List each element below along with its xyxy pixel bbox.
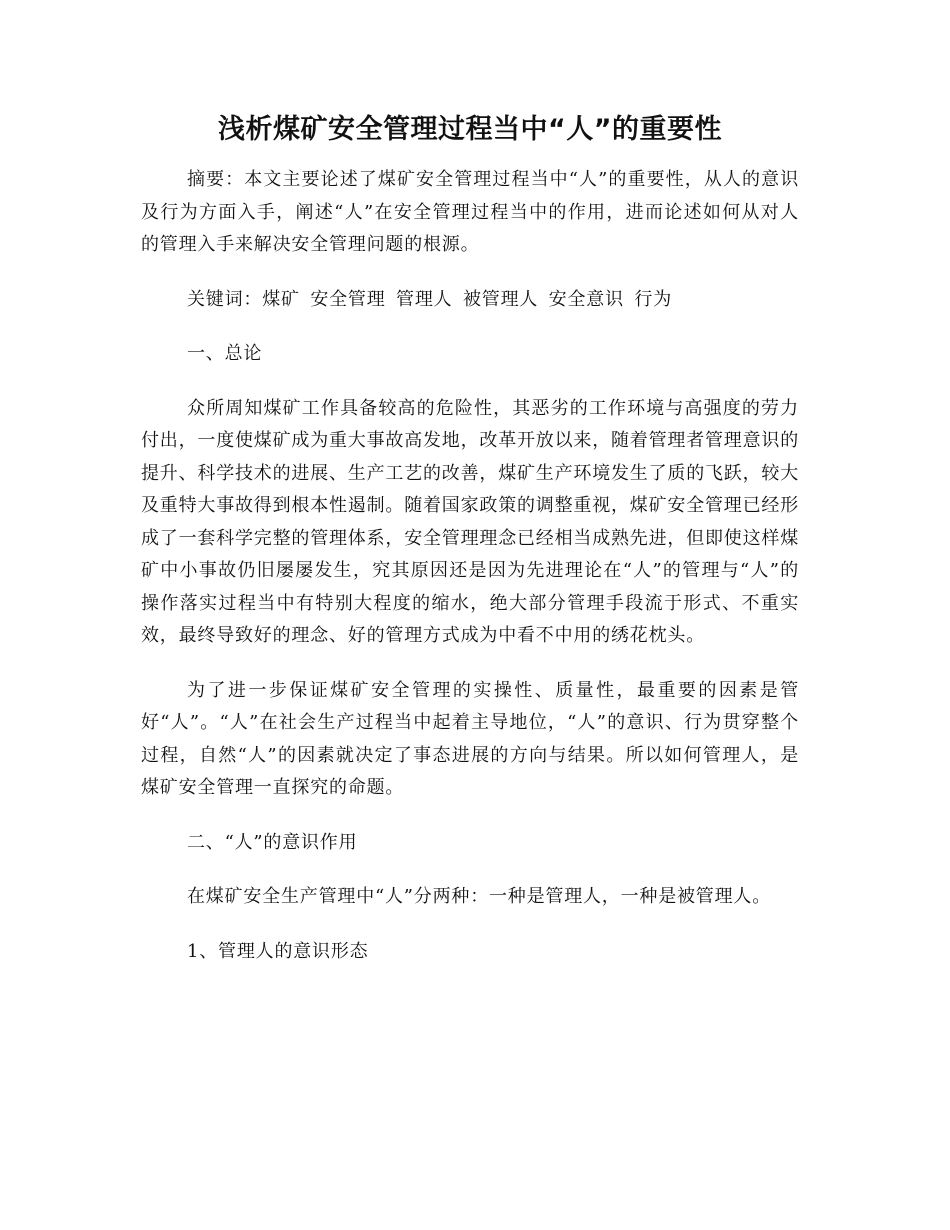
keywords-line: 关键词：煤矿 安全管理 管理人 被管理人 安全意识 行为 [187,288,673,310]
section-heading-general: 一、总论 [187,343,263,364]
body-paragraph-2: 为了进一步保证煤矿安全管理的实操性、质量性，最重要的因素是管好“人”。“人”在社会生产过程当中起着主导地位，“人”的意识、行为贯穿整个过程，自然“人”的因素就决定了事态进展的方向与结果。所以如何管理人，是煤矿安全管理一直探究的命题。 [141,679,799,798]
subsection-heading-manager-consciousness: 1、管理人的意识形态 [187,940,369,962]
document-title: 浅析煤矿安全管理过程当中“人”的重要性 [218,114,722,145]
section-heading-consciousness: 二、“人”的意识作用 [187,831,358,853]
abstract-paragraph: 摘要：本文主要论述了煤矿安全管理过程当中“人”的重要性，从人的意识及行为方面入手，阐述“人”在安全管理过程当中的作用，进而论述如何从对人的管理入手来解决安全管理问题的根源。 [141,169,799,255]
body-paragraph-1: 众所周知煤矿工作具备较高的危险性，其恶劣的工作环境与高强度的劳力付出，一度使煤矿成为重大事故高发地，改革开放以来，随着管理者管理意识的提升、科学技术的进展、生产工艺的改善，煤矿生产环境发生了质的飞跃，较大及重特大事故得到根本性遏制。随着国家政策的调整重视，煤矿安全管理已经形成了一套科学完整的管理体系，安全管理理念已经相当成熟先进，但即使这样煤矿中小事故仍旧屡屡发生，究其原因还是因为先进理论在“人”的管理与“人”的操作落实过程当中有特别大程度的缩水，绝大部分管理手段流于形式、不重实效，最终导致好的理念、好的管理方式成为中看不中用的绣花枕头。 [141,397,799,646]
document-body [141,110,799,990]
body-paragraph-3: 在煤矿安全生产管理中“人”分两种：一种是管理人，一种是被管理人。 [187,886,772,907]
